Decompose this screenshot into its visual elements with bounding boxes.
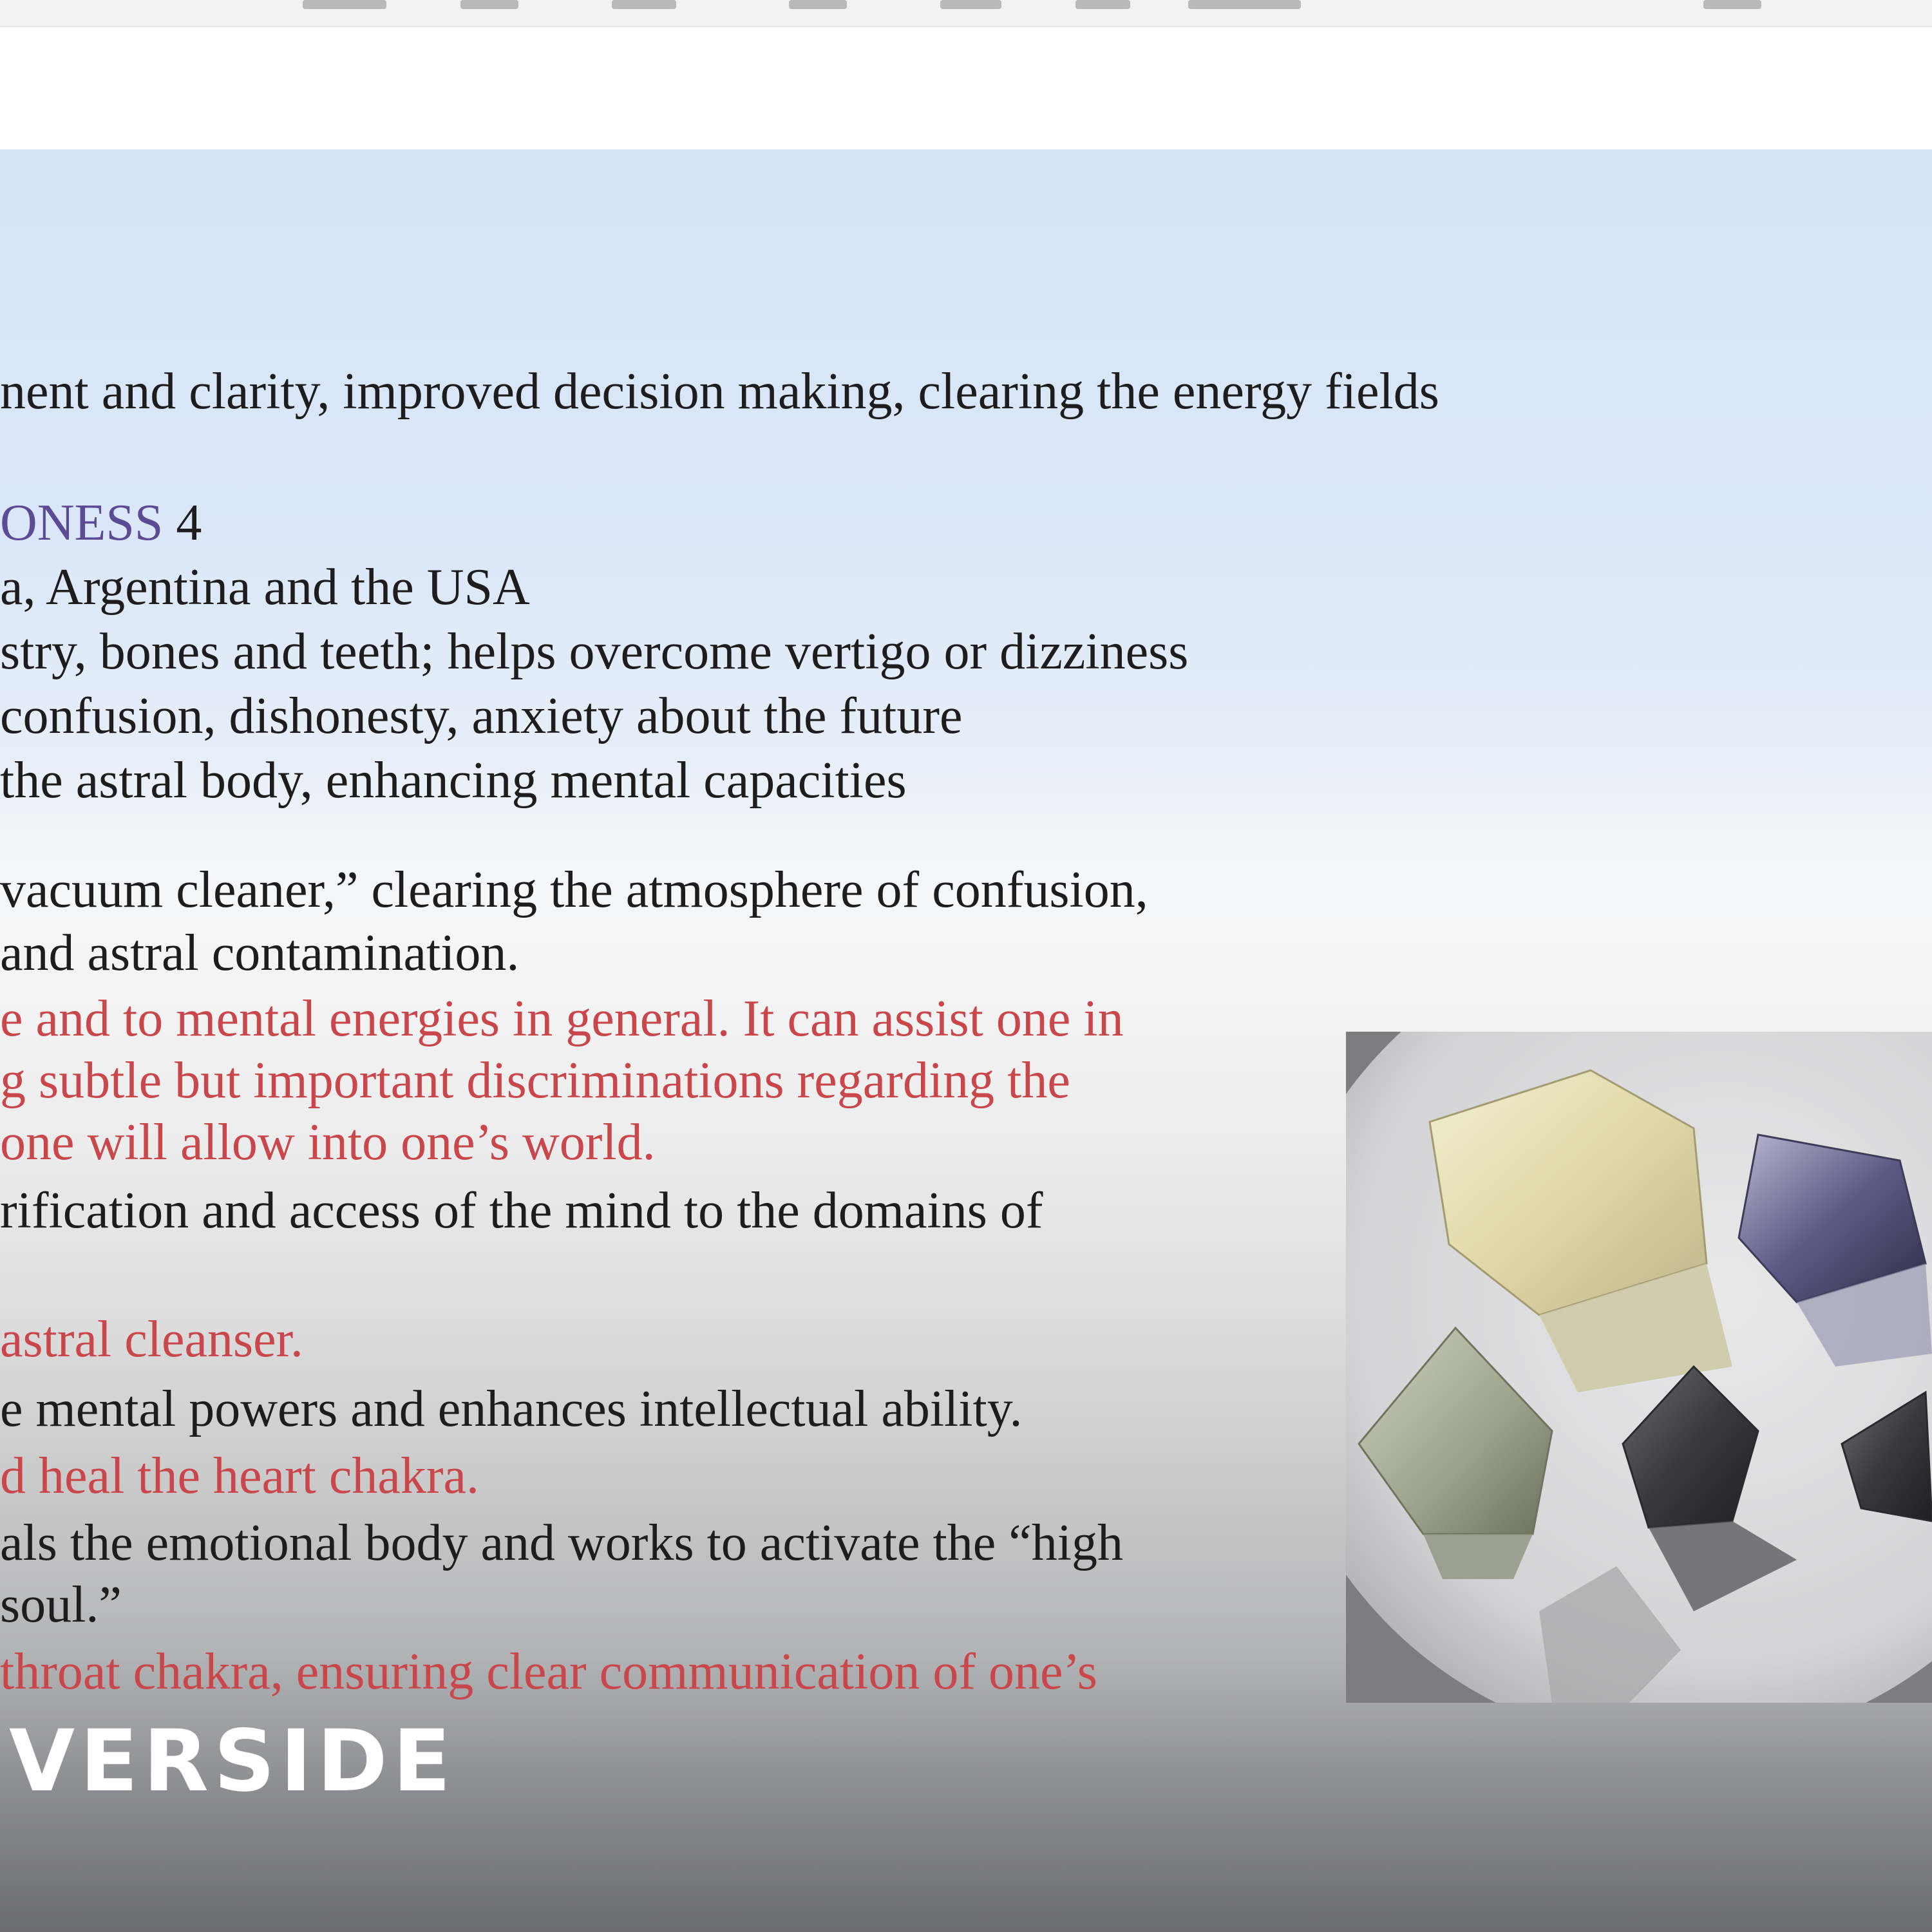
slide-text-line: and astral contamination. [0, 925, 520, 981]
toolbar-button[interactable] [1075, 0, 1130, 9]
slide-text-line-highlight: astral cleanser. [0, 1311, 303, 1368]
slide-text-line: stry, bones and teeth; helps overcome vertigo or dizziness [0, 623, 1189, 680]
slide-text-line-highlight: d heal the heart chakra. [0, 1448, 480, 1504]
crystal-photo [1346, 1032, 1932, 1703]
slide-text-line: a, Argentina and the USA [0, 559, 530, 616]
toolbar-button[interactable] [303, 0, 386, 9]
slide-text-line-highlight: throat chakra, ensuring clear communication of one’s [0, 1643, 1097, 1700]
slide-text-line: als the emotional body and works to activate the “high [0, 1515, 1123, 1571]
crystal-image [1346, 1032, 1932, 1703]
toolbar-button[interactable] [612, 0, 676, 9]
slide-text-line: rification and access of the mind to the domains of [0, 1182, 1043, 1239]
toolbar-button[interactable] [1188, 0, 1301, 9]
toolbar-button[interactable] [460, 0, 518, 9]
slide-text-line: nent and clarity, improved decision making, clearing the energy fields [0, 363, 1439, 420]
slide-text-line: vacuum cleaner,” clearing the atmosphere of confusion, [0, 862, 1148, 918]
slide-text-line: soul.” [0, 1577, 122, 1633]
slide-text-line-highlight: g subtle but important discriminations regarding the [0, 1052, 1070, 1109]
heading-text: ONESS [0, 495, 164, 551]
toolbar-button[interactable] [940, 0, 1001, 9]
slide-text-line-highlight: e and to mental energies in general. It can assist one in [0, 990, 1124, 1047]
toolbar-button[interactable] [789, 0, 847, 9]
slide-text-line: confusion, dishonesty, anxiety about the future [0, 688, 963, 744]
slide-heading [0, 491, 202, 555]
slide-text-line: e mental powers and enhances intellectual ability. [0, 1381, 1023, 1437]
heading-number: 4 [163, 495, 202, 551]
slide-text-line-highlight: one will allow into one’s world. [0, 1114, 656, 1171]
brand-watermark: VERSIDE [9, 1712, 456, 1811]
slide-text-line: the astral body, enhancing mental capacities [0, 752, 907, 809]
toolbar [0, 0, 1932, 27]
toolbar-button[interactable] [1703, 0, 1761, 9]
